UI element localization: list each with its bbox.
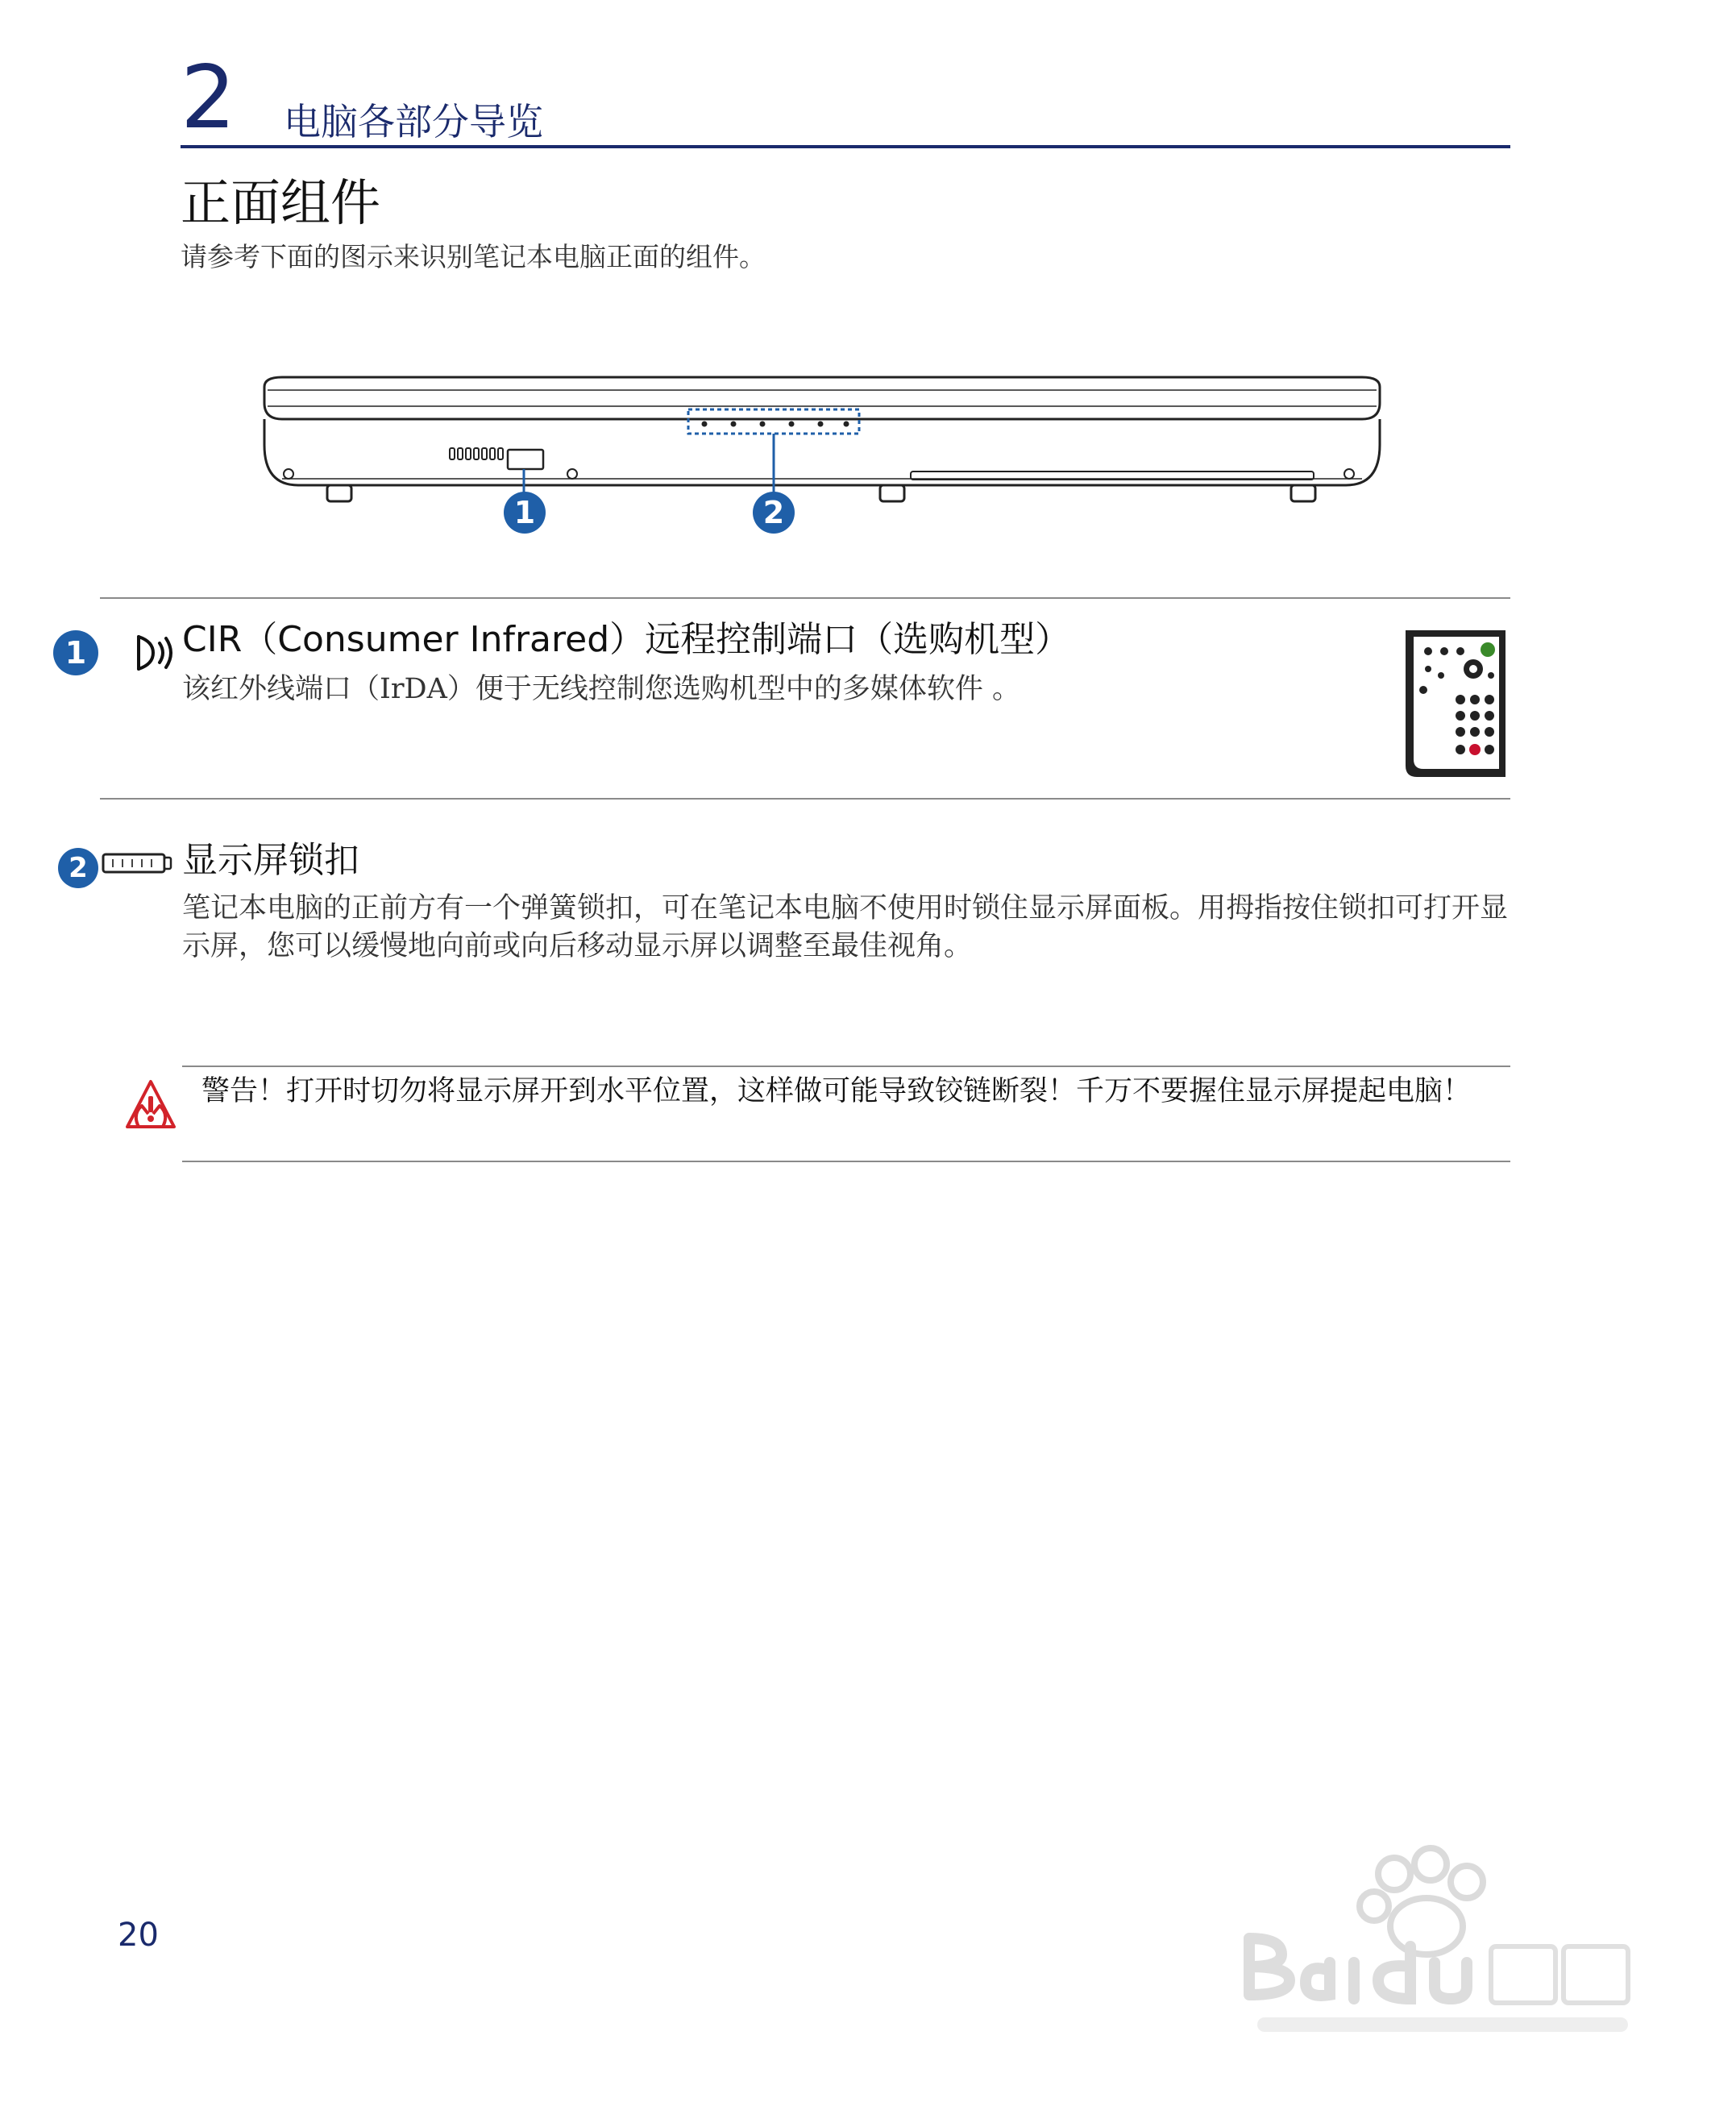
callout-2: 2 [753,492,795,534]
warning-top-rule [182,1066,1510,1067]
baidu-watermark-logo [1233,1842,1652,2043]
divider [100,798,1510,800]
item-2-description: 笔记本电脑的正前方有一个弹簧锁扣，可在笔记本电脑不使用时锁住显示屏面板。用拇指按住锁扣可打开显示屏，您可以缓慢地向前或向后移动显示屏以调整至最佳视角。 [182,892,1509,963]
item-2-title: 显示屏锁扣 [182,840,359,881]
callout-1: 1 [504,492,546,534]
chapter-divider [181,145,1510,148]
infrared-icon [134,630,176,675]
warning-bottom-rule [182,1161,1510,1162]
item-1-badge: 1 [53,630,98,675]
warning-icon [124,1077,177,1135]
divider [100,597,1510,599]
chapter-title: 电脑各部分导览 [284,100,543,143]
remote-control-image [1401,627,1510,780]
item-1-title: CIR（Consumer Infrared）远程控制端口（选购机型） [182,619,1071,660]
laptop-front-diagram [250,371,1394,540]
page-number: 20 [118,1917,159,1954]
section-description: 请参考下面的图示来识别笔记本电脑正面的组件。 [181,241,766,272]
chapter-number: 2 [181,48,236,148]
warning-text: 警告！打开时切勿将显示屏开到水平位置，这样做可能导致铰链断裂！千万不要握住显示屏提起电脑！ [201,1075,1472,1107]
item-2-badge: 2 [58,848,98,888]
latch-icon [102,853,172,874]
item-1-description: 该红外线端口（IrDA）便于无线控制您选购机型中的多媒体软件 。 [182,673,1021,705]
section-title: 正面组件 [181,173,381,232]
